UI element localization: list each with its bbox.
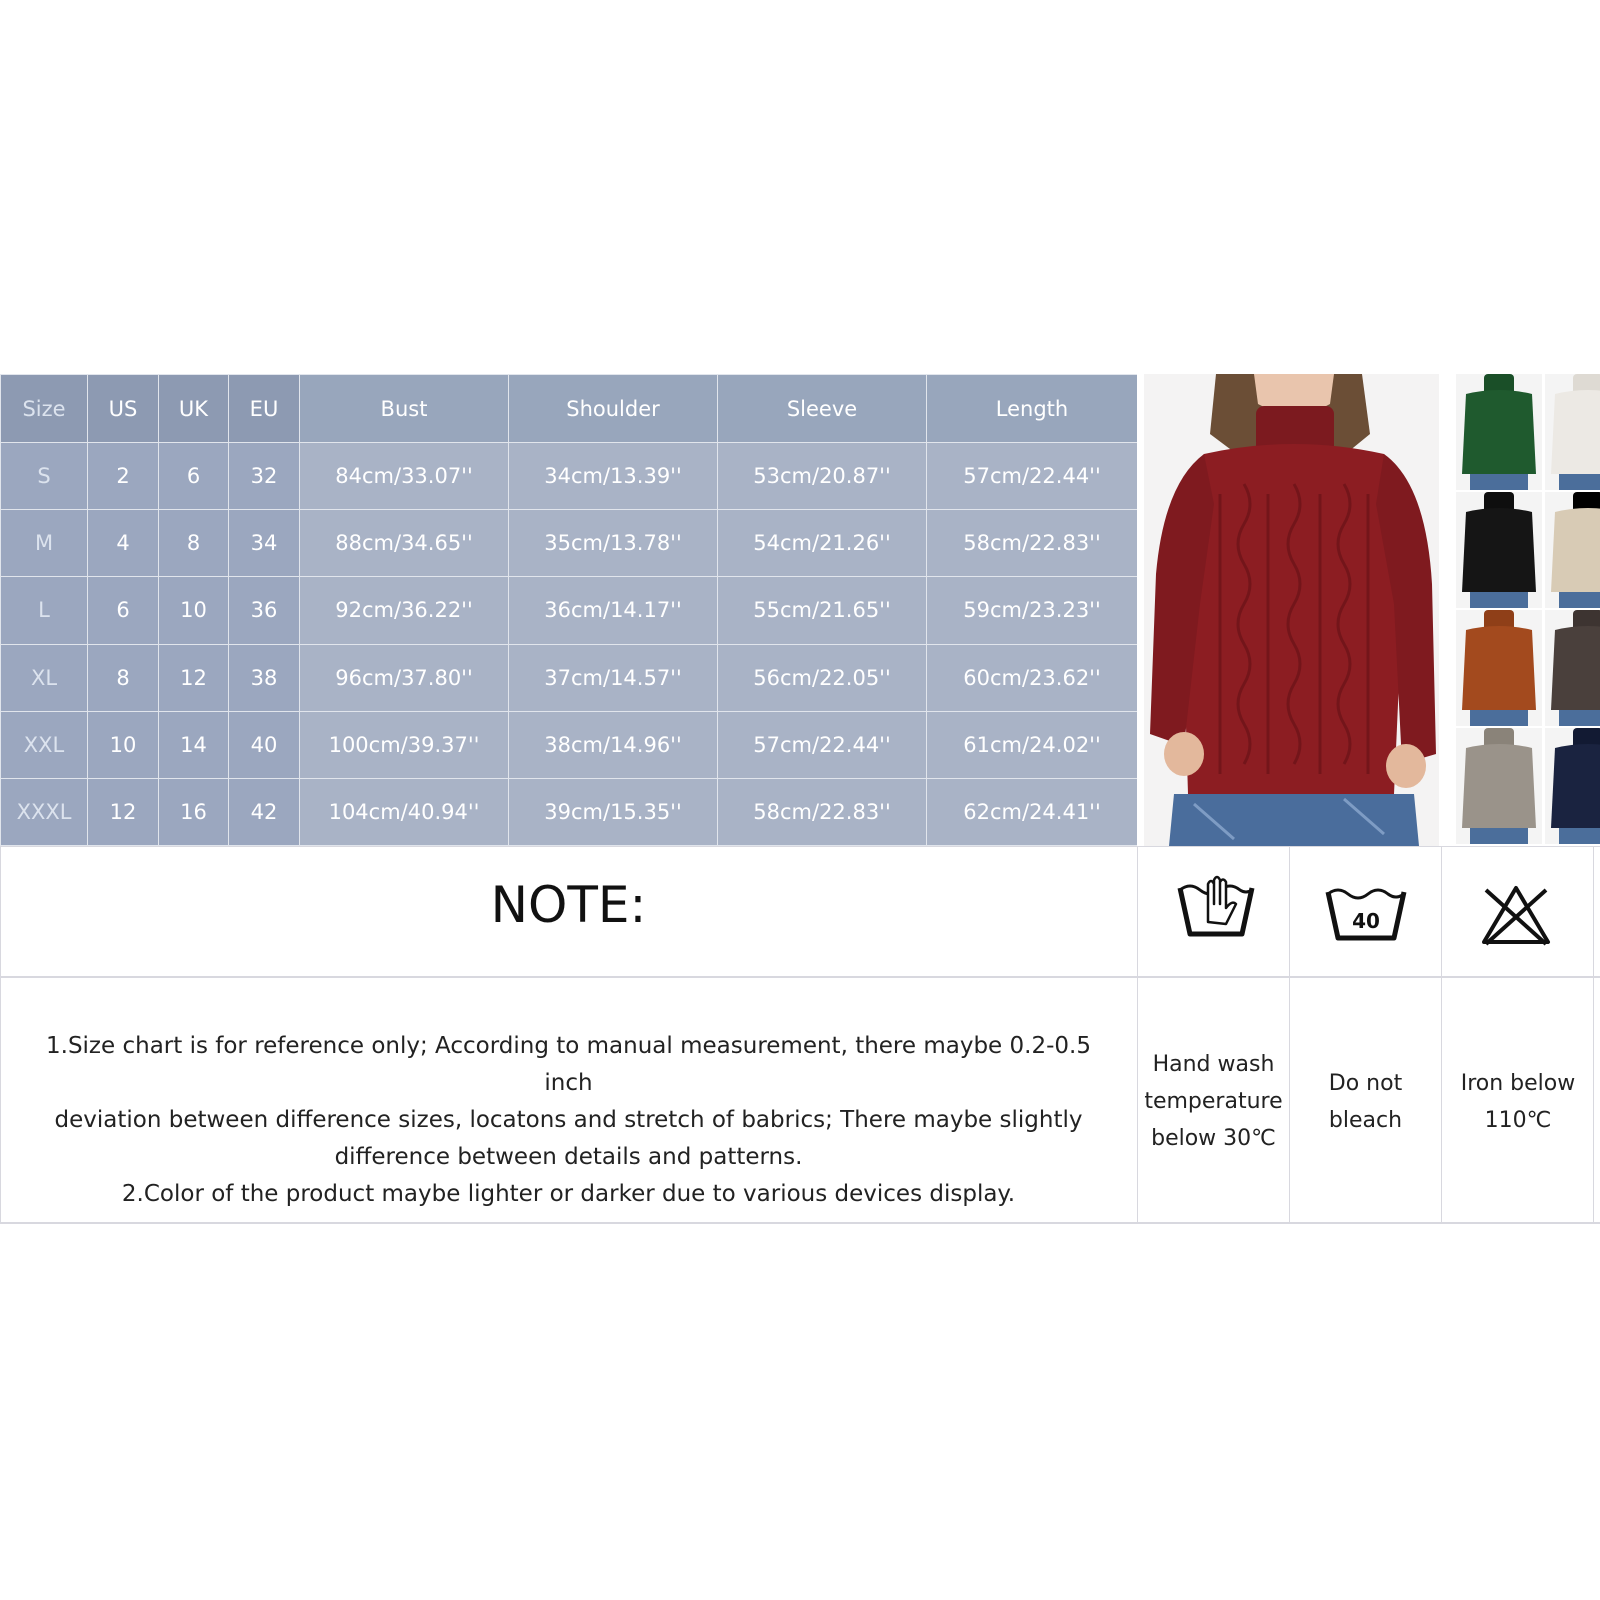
cell-shoulder: 38cm/14.96'' [509, 711, 718, 778]
red-sweater-illustration [1144, 374, 1439, 846]
cell-length: 61cm/24.02'' [927, 711, 1138, 778]
thumbnail-navy [1545, 728, 1600, 844]
cell-shoulder: 34cm/13.39'' [509, 443, 718, 510]
table-header-row [1, 375, 1138, 443]
header-us: US [88, 375, 159, 443]
cell-us: 2 [88, 443, 159, 510]
header-size: Size [1, 375, 88, 443]
cell-shoulder: 35cm/13.78'' [509, 510, 718, 577]
note-line: deviation between difference sizes, locatons and stretch of babrics; There maybe slightly [54, 1107, 1083, 1133]
divider [0, 976, 1600, 978]
divider [1593, 846, 1594, 1224]
header-shoulder: Shoulder [509, 375, 718, 443]
table-row [1, 443, 1138, 510]
cell-size: XXL [1, 711, 88, 778]
cell-us: 6 [88, 577, 159, 644]
cell-size: XXXL [1, 778, 88, 845]
product-photos [1137, 374, 1600, 846]
cell-bust: 92cm/36.22'' [300, 577, 509, 644]
cell-shoulder: 37cm/14.57'' [509, 644, 718, 711]
header-eu: EU [229, 375, 300, 443]
svg-text:40: 40 [1352, 909, 1380, 933]
cell-eu: 38 [229, 644, 300, 711]
thumbnail-green [1456, 374, 1542, 490]
header-length: Length [927, 375, 1138, 443]
cell-size: M [1, 510, 88, 577]
cell-length: 58cm/22.83'' [927, 510, 1138, 577]
thumbnail-black [1456, 492, 1542, 608]
cell-eu: 42 [229, 778, 300, 845]
note-line: 1.Size chart is for reference only; According to manual measurement, there maybe 0.2-0.5 inch [46, 1033, 1091, 1096]
cell-us: 8 [88, 644, 159, 711]
no-bleach-label: Do not bleach [1328, 1071, 1403, 1133]
iron-label: Iron below 110℃ [1460, 1071, 1576, 1133]
thumbnail-beige [1545, 492, 1600, 608]
cell-uk: 16 [159, 778, 229, 845]
cell-length: 57cm/22.44'' [927, 443, 1138, 510]
cell-uk: 14 [159, 711, 229, 778]
cell-length: 62cm/24.41'' [927, 778, 1138, 845]
cell-size: S [1, 443, 88, 510]
cell-eu: 32 [229, 443, 300, 510]
divider [1137, 846, 1138, 1224]
cell-size: L [1, 577, 88, 644]
header-uk: UK [159, 375, 229, 443]
product-main-photo [1144, 374, 1439, 846]
cell-size: XL [1, 644, 88, 711]
cell-sleeve: 55cm/21.65'' [718, 577, 927, 644]
note-line: difference between details and patterns. [334, 1144, 803, 1170]
table-row [1, 577, 1138, 644]
cell-length: 60cm/23.62'' [927, 644, 1138, 711]
cell-sleeve: 53cm/20.87'' [718, 443, 927, 510]
cell-uk: 6 [159, 443, 229, 510]
wash-40-icon [1324, 884, 1408, 946]
header-bust: Bust [300, 375, 509, 443]
cell-us: 12 [88, 778, 159, 845]
table-row [1, 778, 1138, 845]
table-row [1, 644, 1138, 711]
cell-sleeve: 56cm/22.05'' [718, 644, 927, 711]
note-text [20, 1028, 1117, 1213]
divider [0, 846, 1600, 847]
cell-eu: 34 [229, 510, 300, 577]
no-bleach-icon [1480, 884, 1552, 950]
thumbnail-brown [1545, 610, 1600, 726]
cell-bust: 84cm/33.07'' [300, 443, 509, 510]
divider [1289, 846, 1290, 1224]
thumbnail-rust [1456, 610, 1542, 726]
thumbnail-white [1545, 374, 1600, 490]
cell-shoulder: 36cm/14.17'' [509, 577, 718, 644]
hand-wash-label: Hand wash temperature below 30℃ [1144, 1052, 1283, 1151]
divider [1441, 846, 1442, 1224]
cell-uk: 8 [159, 510, 229, 577]
cell-bust: 100cm/39.37'' [300, 711, 509, 778]
cell-us: 4 [88, 510, 159, 577]
cell-shoulder: 39cm/15.35'' [509, 778, 718, 845]
cell-bust: 96cm/37.80'' [300, 644, 509, 711]
cell-eu: 36 [229, 577, 300, 644]
cell-sleeve: 57cm/22.44'' [718, 711, 927, 778]
note-title: NOTE: [490, 876, 647, 934]
size-chart-table [0, 374, 1138, 846]
table-row [1, 711, 1138, 778]
note-line: 2.Color of the product maybe lighter or darker due to various devices display. [121, 1181, 1016, 1207]
cell-sleeve: 58cm/22.83'' [718, 778, 927, 845]
cell-eu: 40 [229, 711, 300, 778]
divider [0, 1222, 1600, 1224]
thumbnail-grey [1456, 728, 1542, 844]
cell-uk: 10 [159, 577, 229, 644]
cell-us: 10 [88, 711, 159, 778]
table-row [1, 510, 1138, 577]
cell-uk: 12 [159, 644, 229, 711]
cell-sleeve: 54cm/21.26'' [718, 510, 927, 577]
cell-bust: 88cm/34.65'' [300, 510, 509, 577]
cell-length: 59cm/23.23'' [927, 577, 1138, 644]
cell-bust: 104cm/40.94'' [300, 778, 509, 845]
hand-wash-icon [1176, 874, 1256, 944]
header-sleeve: Sleeve [718, 375, 927, 443]
